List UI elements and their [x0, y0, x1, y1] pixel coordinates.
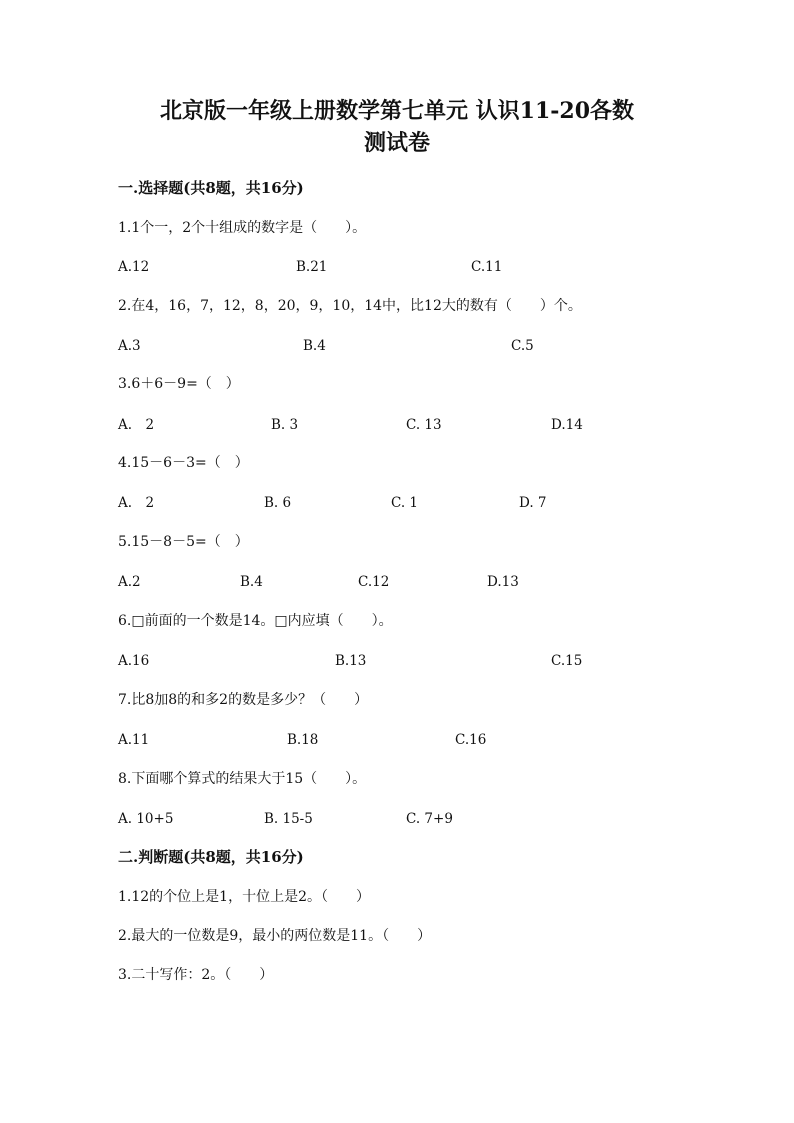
option-c: C.15: [551, 653, 583, 669]
option-a: A. 2: [118, 417, 155, 433]
option-c: C. 7+9: [406, 811, 453, 827]
option-a: A.3: [118, 338, 141, 354]
option-b: B.4: [303, 338, 326, 354]
document-title-line-2: 测试卷: [363, 130, 430, 156]
option-a: A.12: [118, 259, 150, 275]
question-text: 1.1个一，2个十组成的数字是（ ）。: [118, 220, 367, 236]
question-text: 2.在4，16，7，12，8，20，9，10，14中，比12大的数有（ ）个。: [118, 298, 582, 314]
option-b: B.21: [296, 259, 328, 275]
option-a: A.2: [118, 574, 141, 590]
option-c: C. 13: [406, 417, 442, 433]
option-c: C. 1: [391, 495, 419, 511]
option-d: D.14: [551, 417, 583, 433]
option-b: B.13: [335, 653, 367, 669]
option-d: D.13: [487, 574, 519, 590]
option-b: B.18: [287, 732, 319, 748]
question-text: 1.12的个位上是1，十位上是2。（ ）: [118, 889, 370, 905]
section-heading-true-false: 二.判断题(共8题，共16分): [118, 848, 304, 866]
option-c: C.12: [358, 574, 390, 590]
question-text: 5.15－8－5=（ ）: [118, 534, 249, 550]
question-text: 6.□前面的一个数是14。□内应填（ ）。: [118, 613, 393, 629]
question-text: 7.比8加8的和多2的数是多少？（ ）: [118, 692, 369, 708]
option-b: B. 3: [271, 417, 299, 433]
option-c: C.5: [511, 338, 534, 354]
option-a: A.11: [118, 732, 150, 748]
option-c: C.16: [455, 732, 487, 748]
section-heading-multiple-choice: 一.选择题(共8题，共16分): [118, 179, 304, 197]
question-text: 3.二十写作：2。（ ）: [118, 967, 274, 983]
option-b: B. 15-5: [264, 811, 313, 827]
question-text: 3.6＋6－9=（ ）: [118, 376, 240, 392]
option-a: A.16: [118, 653, 150, 669]
option-a: A. 2: [118, 495, 155, 511]
option-d: D. 7: [519, 495, 547, 511]
question-text: 8.下面哪个算式的结果大于15（ ）。: [118, 771, 367, 787]
option-c: C.11: [471, 259, 503, 275]
option-a: A. 10+5: [118, 811, 174, 827]
document-title-line-1: 北京版一年级上册数学第七单元 认识11-20各数: [159, 98, 635, 124]
option-b: B.4: [240, 574, 263, 590]
option-b: B. 6: [264, 495, 292, 511]
question-text: 2.最大的一位数是9，最小的两位数是11。（ ）: [118, 928, 432, 944]
question-text: 4.15－6－3=（ ）: [118, 455, 249, 471]
